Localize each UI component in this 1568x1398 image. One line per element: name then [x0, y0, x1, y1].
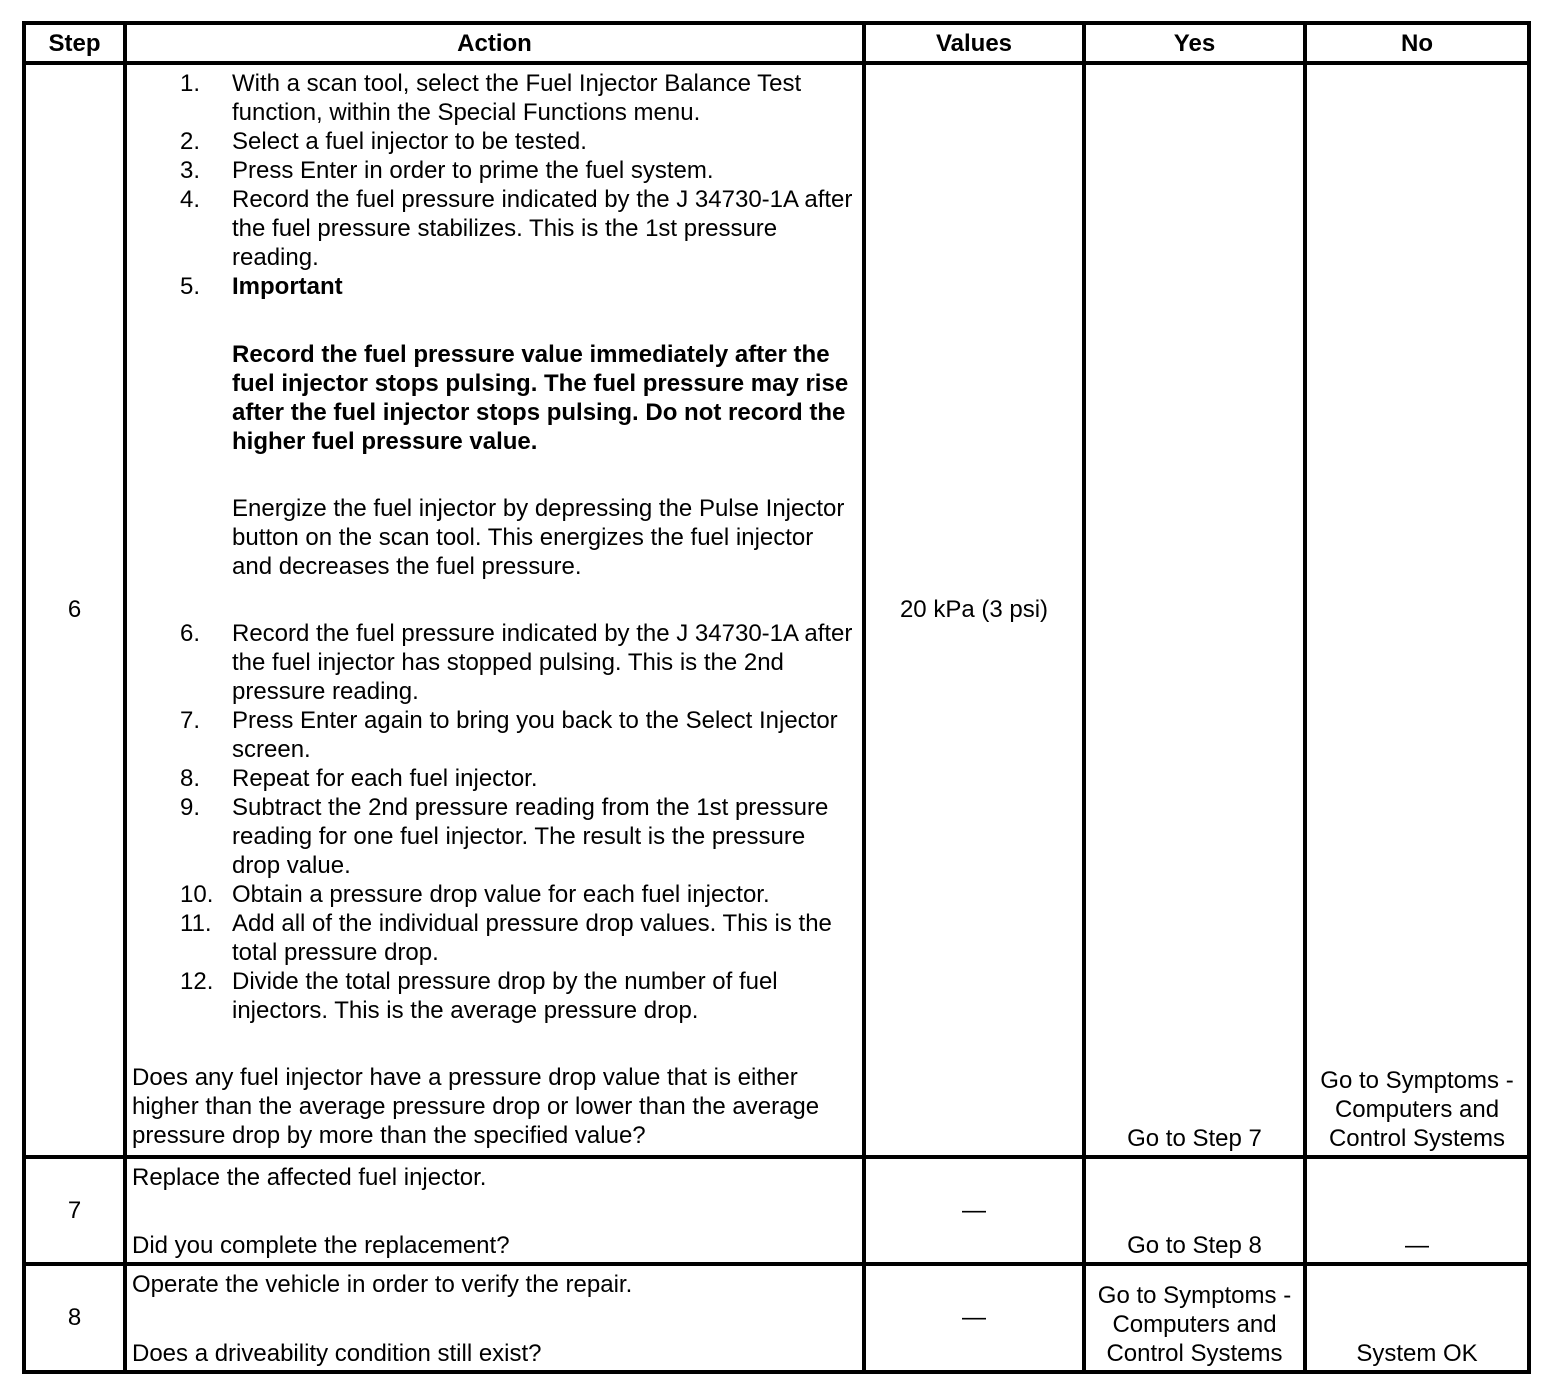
list-item-important: 5. Important Record the fuel pressure value immediately after the fuel injector stops pulsing. The fuel pressure may rise after the fuel injector stops pulsing. Do not record the higher fuel pressure value. Energize the fuel injector by depressing the Pulse Injector button on the scan tool. This energizes the fuel injector and decreases the fuel pressure.	[132, 272, 858, 619]
step-number: 7	[24, 1157, 125, 1264]
yes-cell: Go to Step 8	[1084, 1157, 1305, 1264]
action-text: Operate the vehicle in order to verify the repair.	[132, 1270, 633, 1298]
header-step: Step	[24, 23, 125, 63]
header-row	[24, 23, 1529, 63]
no-cell: —	[1305, 1157, 1529, 1264]
table-row-step-6	[24, 63, 1529, 1157]
list-item: 10. Obtain a pressure drop value for each fuel injector.	[180, 881, 770, 908]
step-question: Did you complete the replacement?	[132, 1231, 510, 1259]
action-cell	[125, 1157, 864, 1264]
list-item: 3. Press Enter in order to prime the fuel system.	[180, 157, 714, 184]
action-text: Replace the affected fuel injector.	[132, 1163, 487, 1191]
header-no: No	[1305, 23, 1529, 63]
list-item: 9. Subtract the 2nd pressure reading from the 1st pressure reading for one fuel injector. The result is the pressure drop value.	[180, 794, 829, 879]
important-label: Important	[232, 273, 343, 300]
diagnostic-table	[22, 21, 1531, 1374]
table-row-step-8	[24, 1264, 1529, 1372]
header-action: Action	[125, 23, 864, 63]
action-cell	[125, 1264, 864, 1372]
yes-cell: Go to Symptoms - Computers and Control Systems	[1084, 1264, 1305, 1372]
list-item: 6. Record the fuel pressure indicated by the J 34730-1A after the fuel injector has stopped pulsing. This is the 2nd pressure reading.	[180, 620, 853, 705]
step-number: 8	[24, 1264, 125, 1372]
list-item: 2. Select a fuel injector to be tested.	[180, 128, 587, 155]
header-values: Values	[864, 23, 1084, 63]
action-cell	[125, 63, 864, 1157]
list-item: 7. Press Enter again to bring you back to the Select Injector screen.	[180, 707, 838, 763]
list-item: 4. Record the fuel pressure indicated by the J 34730-1A after the fuel pressure stabilizes. This is the 1st pressure reading.	[180, 186, 853, 271]
table-row-step-7	[24, 1157, 1529, 1264]
list-item: 12. Divide the total pressure drop by the number of fuel injectors. This is the average pressure drop.	[180, 968, 778, 1024]
values-cell: 20 kPa (3 psi)	[864, 63, 1084, 1157]
values-cell: —	[864, 1264, 1084, 1372]
values-cell: —	[864, 1157, 1084, 1264]
header-yes: Yes	[1084, 23, 1305, 63]
list-item: 11. Add all of the individual pressure drop values. This is the total pressure drop.	[180, 910, 832, 966]
energize-text: Energize the fuel injector by depressing the Pulse Injector button on the scan tool. This energizes the fuel injector and decreases the fuel pressure.	[232, 495, 845, 580]
yes-cell: Go to Step 7	[1084, 63, 1305, 1157]
no-cell: System OK	[1305, 1264, 1529, 1372]
list-item: 1. With a scan tool, select the Fuel Injector Balance Test function, within the Special Functions menu.	[180, 70, 802, 126]
list-item: 8. Repeat for each fuel injector.	[180, 765, 538, 792]
no-cell: Go to Symptoms - Computers and Control Systems	[1305, 63, 1529, 1157]
important-note: Record the fuel pressure value immediately after the fuel injector stops pulsing. The fuel pressure may rise after the fuel injector stops pulsing. Do not record the higher fuel pressure value.	[232, 341, 849, 455]
step-question: Does any fuel injector have a pressure drop value that is either higher than the average pressure drop or lower than the average pressure drop by more than the specified value?	[132, 1064, 820, 1149]
step-question: Does a driveability condition still exist?	[132, 1340, 542, 1367]
action-steps-list	[132, 69, 858, 1025]
step-number: 6	[24, 63, 125, 1157]
